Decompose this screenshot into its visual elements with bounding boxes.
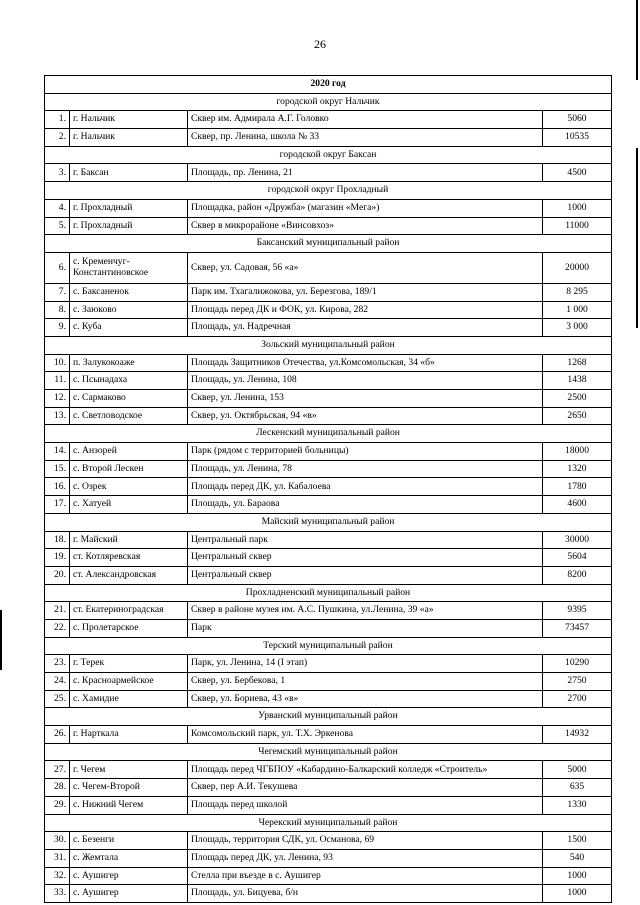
row-place: с. Аушигер	[70, 885, 188, 903]
row-object: Сквер, пр. Ленина, школа № 33	[188, 129, 543, 147]
table-row	[45, 779, 612, 797]
row-number: 28.	[45, 779, 70, 797]
row-number: 1.	[45, 111, 70, 129]
page-number: 26	[314, 37, 326, 51]
row-place: с. Куба	[70, 319, 188, 337]
row-object: Центральный сквер	[188, 566, 543, 584]
row-place: г. Нальчик	[70, 129, 188, 147]
row-number: 2.	[45, 129, 70, 147]
row-number: 31.	[45, 849, 70, 867]
row-place: с. Нижний Чегем	[70, 796, 188, 814]
row-place: с. Жемтала	[70, 849, 188, 867]
row-value: 4600	[543, 496, 612, 514]
row-place: с. Чегем-Второй	[70, 779, 188, 797]
scan-edge-line	[0, 610, 2, 670]
section-title: Баксанский муниципальный район	[45, 235, 612, 253]
table-row	[45, 252, 612, 283]
row-number: 26.	[45, 726, 70, 744]
row-value: 18000	[543, 443, 612, 461]
table-row	[45, 407, 612, 425]
section-header-row	[45, 182, 612, 200]
table-row	[45, 217, 612, 235]
section-header-row	[45, 93, 612, 111]
row-object: Парк, ул. Ленина, 14 (I этап)	[188, 655, 543, 673]
row-object: Площадь Защитников Отечества, ул.Комсомольская, 34 «б»	[188, 354, 543, 372]
row-place: с. Хамидие	[70, 690, 188, 708]
row-place: с. Красноармейское	[70, 673, 188, 691]
row-value: 4500	[543, 164, 612, 182]
row-object: Площадь перед ЧГБПОУ «Кабардино-Балкарский колледж «Строитель»	[188, 761, 543, 779]
section-header-row	[45, 513, 612, 531]
row-value: 8200	[543, 566, 612, 584]
registry-table	[44, 75, 612, 903]
row-number: 30.	[45, 832, 70, 850]
row-place: г. Майский	[70, 531, 188, 549]
row-place: г. Нальчик	[70, 111, 188, 129]
row-object: Сквер, ул. Бербекова, 1	[188, 673, 543, 691]
table-row	[45, 619, 612, 637]
row-place: с. Анзорей	[70, 443, 188, 461]
row-place: с. Заюково	[70, 301, 188, 319]
row-object: Площадь, ул. Ленина, 78	[188, 460, 543, 478]
section-title: городской округ Баксан	[45, 146, 612, 164]
table-row	[45, 372, 612, 390]
row-place: г. Баксан	[70, 164, 188, 182]
row-object: Площадь, пр. Ленина, 21	[188, 164, 543, 182]
section-header-row	[45, 235, 612, 253]
row-number: 19.	[45, 549, 70, 567]
row-number: 25.	[45, 690, 70, 708]
table-row	[45, 602, 612, 620]
section-header-row	[45, 708, 612, 726]
row-value: 1780	[543, 478, 612, 496]
table-row	[45, 164, 612, 182]
row-place: ст. Александровская	[70, 566, 188, 584]
row-value: 11000	[543, 217, 612, 235]
row-object: Сквер, пер А.И. Текушева	[188, 779, 543, 797]
row-value: 10535	[543, 129, 612, 147]
row-place: с. Безенги	[70, 832, 188, 850]
row-place: с. Сармаково	[70, 390, 188, 408]
row-place: г. Нарткала	[70, 726, 188, 744]
table-row	[45, 443, 612, 461]
row-number: 33.	[45, 885, 70, 903]
row-object: Площадь, ул. Бараова	[188, 496, 543, 514]
row-number: 16.	[45, 478, 70, 496]
section-title: Чегемский муниципальный район	[45, 743, 612, 761]
row-number: 24.	[45, 673, 70, 691]
row-number: 9.	[45, 319, 70, 337]
row-object: Парк им. Тхагалижокова, ул. Березгова, 189/1	[188, 283, 543, 301]
row-place: с. Баксаненок	[70, 283, 188, 301]
row-number: 4.	[45, 199, 70, 217]
row-place: ст. Котляревская	[70, 549, 188, 567]
row-value: 2650	[543, 407, 612, 425]
row-value: 1438	[543, 372, 612, 390]
row-value: 3 000	[543, 319, 612, 337]
row-value: 2700	[543, 690, 612, 708]
row-object: Парк (рядом с территорией больницы)	[188, 443, 543, 461]
table-row	[45, 832, 612, 850]
row-number: 5.	[45, 217, 70, 235]
row-number: 11.	[45, 372, 70, 390]
row-value: 1268	[543, 354, 612, 372]
row-object: Площадь, ул. Ленина, 108	[188, 372, 543, 390]
row-object: Сквер, ул. Ленина, 153	[188, 390, 543, 408]
row-object: Сквер, ул. Октябрьская, 94 «в»	[188, 407, 543, 425]
row-number: 32.	[45, 867, 70, 885]
row-number: 12.	[45, 390, 70, 408]
row-object: Парк	[188, 619, 543, 637]
section-title: Лескенский муниципальный район	[45, 425, 612, 443]
row-place: с. Пролетарское	[70, 619, 188, 637]
row-object: Площадь перед школой	[188, 796, 543, 814]
row-number: 7.	[45, 283, 70, 301]
row-number: 18.	[45, 531, 70, 549]
scan-edge-line	[636, 0, 638, 80]
row-place: г. Чегем	[70, 761, 188, 779]
row-number: 15.	[45, 460, 70, 478]
row-number: 23.	[45, 655, 70, 673]
year-header: 2020 год	[45, 76, 612, 94]
row-place: с. Озрек	[70, 478, 188, 496]
section-title: городской округ Прохладный	[45, 182, 612, 200]
table-row	[45, 796, 612, 814]
row-number: 10.	[45, 354, 70, 372]
row-place: г. Терек	[70, 655, 188, 673]
row-number: 14.	[45, 443, 70, 461]
row-value: 73457	[543, 619, 612, 637]
table-row	[45, 460, 612, 478]
section-header-row	[45, 425, 612, 443]
row-object: Центральный сквер	[188, 549, 543, 567]
row-object: Площадь, ул. Бицуева, б/н	[188, 885, 543, 903]
row-place: ст. Екатериноградская	[70, 602, 188, 620]
table-row	[45, 390, 612, 408]
row-number: 13.	[45, 407, 70, 425]
row-object: Площадь перед ДК, ул. Ленина, 93	[188, 849, 543, 867]
row-value: 14932	[543, 726, 612, 744]
row-object: Сквер в районе музея им. А.С. Пушкина, ул.Ленина, 39 «а»	[188, 602, 543, 620]
row-number: 27.	[45, 761, 70, 779]
section-header-row	[45, 584, 612, 602]
section-title: Черекский муниципальный район	[45, 814, 612, 832]
table-row	[45, 354, 612, 372]
table-row	[45, 319, 612, 337]
row-object: Сквер в микрорайоне «Винсовхоз»	[188, 217, 543, 235]
row-value: 9395	[543, 602, 612, 620]
table-row	[45, 867, 612, 885]
section-title: Терский муниципальный район	[45, 637, 612, 655]
row-place: с. Псынадаха	[70, 372, 188, 390]
row-value: 1500	[543, 832, 612, 850]
section-header-row	[45, 814, 612, 832]
row-value: 5604	[543, 549, 612, 567]
section-title: Майский муниципальный район	[45, 513, 612, 531]
row-value: 1000	[543, 867, 612, 885]
row-number: 22.	[45, 619, 70, 637]
table-row	[45, 690, 612, 708]
row-value: 8 295	[543, 283, 612, 301]
row-value: 5060	[543, 111, 612, 129]
row-object: Сквер им. Адмирала А.Г. Головко	[188, 111, 543, 129]
row-value: 1320	[543, 460, 612, 478]
row-object: Сквер, ул. Садовая, 56 «а»	[188, 252, 543, 283]
section-title: Прохладненский муниципальный район	[45, 584, 612, 602]
table-row	[45, 885, 612, 903]
table-row	[45, 496, 612, 514]
row-value: 1000	[543, 199, 612, 217]
row-object: Стелла при въезде в с. Аушигер	[188, 867, 543, 885]
row-value: 540	[543, 849, 612, 867]
row-object: Площадь перед ДК, ул. Кабалоева	[188, 478, 543, 496]
row-value: 1 000	[543, 301, 612, 319]
row-value: 1330	[543, 796, 612, 814]
table-row	[45, 761, 612, 779]
scan-edge-line	[636, 148, 638, 328]
row-value: 1000	[543, 885, 612, 903]
section-header-row	[45, 336, 612, 354]
table-row	[45, 301, 612, 319]
row-object: Центральный парк	[188, 531, 543, 549]
section-header-row	[45, 637, 612, 655]
row-place: с. Хатуей	[70, 496, 188, 514]
row-object: Площадка, район «Дружба» (магазин «Мега»)	[188, 199, 543, 217]
registry-table-body	[45, 76, 612, 903]
row-place: с. Кременчуг-Константиновское	[70, 252, 188, 283]
table-row	[45, 673, 612, 691]
section-title: городской округ Нальчик	[45, 93, 612, 111]
row-place: г. Прохладный	[70, 217, 188, 235]
row-value: 2750	[543, 673, 612, 691]
table-row	[45, 566, 612, 584]
row-place: с. Светловодское	[70, 407, 188, 425]
table-row	[45, 111, 612, 129]
row-number: 6.	[45, 252, 70, 283]
row-place: с. Аушигер	[70, 867, 188, 885]
table-row	[45, 531, 612, 549]
table-row	[45, 726, 612, 744]
row-value: 5000	[543, 761, 612, 779]
row-value: 635	[543, 779, 612, 797]
table-row	[45, 849, 612, 867]
table-row	[45, 199, 612, 217]
table-row	[45, 129, 612, 147]
row-number: 17.	[45, 496, 70, 514]
table-row	[45, 549, 612, 567]
row-place: г. Прохладный	[70, 199, 188, 217]
row-number: 21.	[45, 602, 70, 620]
section-header-row	[45, 743, 612, 761]
row-number: 20.	[45, 566, 70, 584]
row-object: Площадь, территория СДК, ул. Османова, 69	[188, 832, 543, 850]
row-object: Сквер, ул. Бориева, 43 «в»	[188, 690, 543, 708]
row-value: 10290	[543, 655, 612, 673]
row-place: п. Залукокоаже	[70, 354, 188, 372]
row-object: Площадь, ул. Надречная	[188, 319, 543, 337]
section-header-row	[45, 146, 612, 164]
row-object: Площадь перед ДК и ФОК, ул. Кирова, 282	[188, 301, 543, 319]
row-object: Комсомольский парк, ул. Т.Х. Эркенова	[188, 726, 543, 744]
row-number: 29.	[45, 796, 70, 814]
section-title: Урванский муниципальный район	[45, 708, 612, 726]
row-value: 20000	[543, 252, 612, 283]
row-value: 30000	[543, 531, 612, 549]
table-row	[45, 283, 612, 301]
table-row	[45, 655, 612, 673]
table-row	[45, 478, 612, 496]
row-value: 2500	[543, 390, 612, 408]
section-title: Зольский муниципальный район	[45, 336, 612, 354]
row-number: 3.	[45, 164, 70, 182]
year-header-row	[45, 76, 612, 94]
row-place: с. Второй Лескен	[70, 460, 188, 478]
row-number: 8.	[45, 301, 70, 319]
